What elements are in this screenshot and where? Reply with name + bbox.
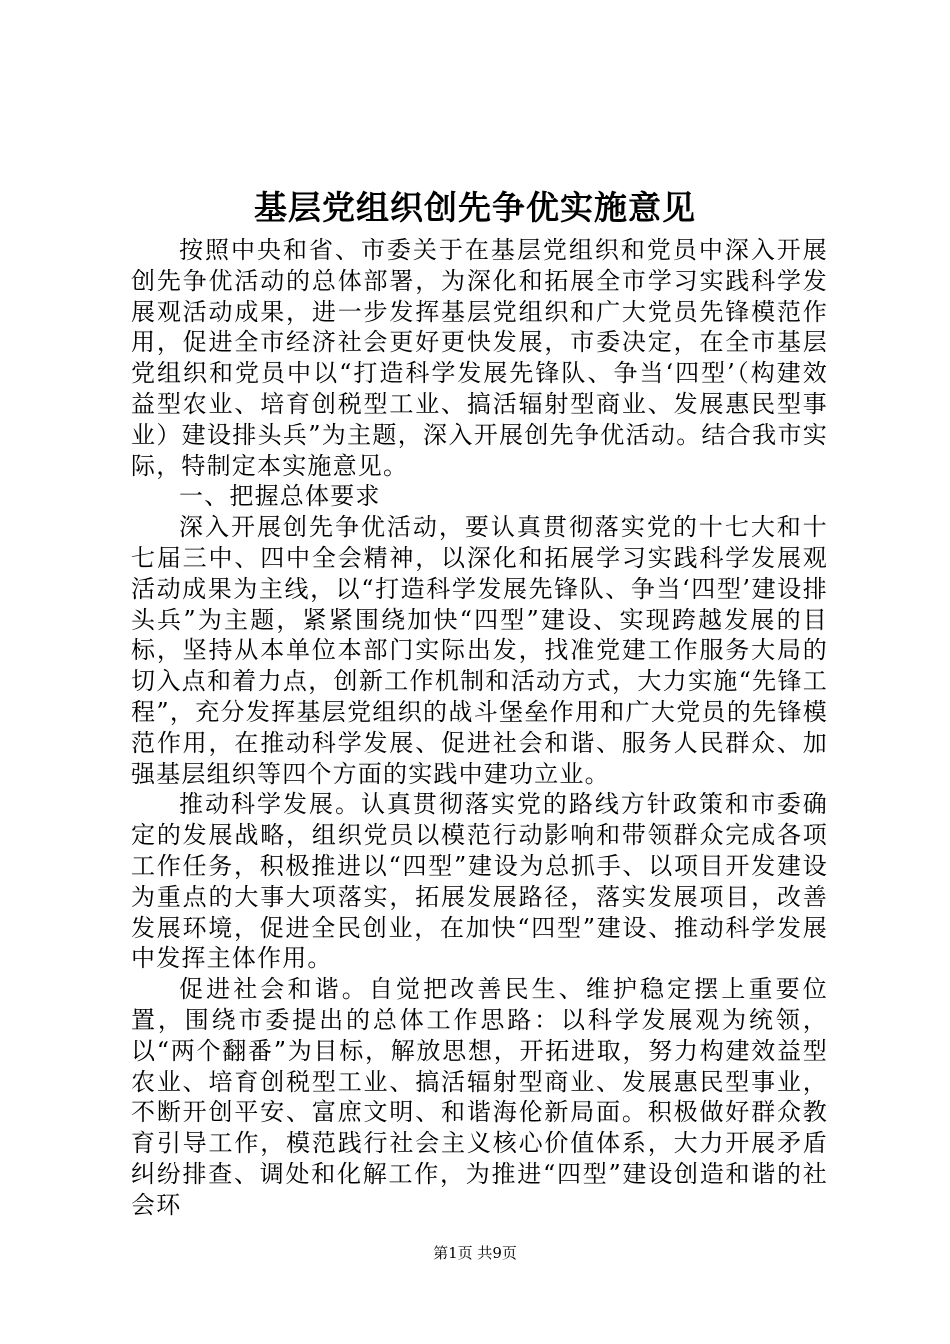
paragraph-overall-requirements: 深入开展创先争优活动，要认真贯彻落实党的十七大和十七届三中、四中全会精神，以深化和拓展学习实践科学发展观活动成果为主线，以“打造科学发展先锋队、争当‘四型’建设排头兵”为主题，紧紧围绕加快“四型”建设、实现跨越发展的目标，坚持从本单位本部门实际出发，找准党建工作服务大局的切入点和着力点，创新工作机制和活动方式，大力实施“先锋工程”，充分发挥基层党组织的战斗堡垒作用和广大党员的先锋模范作用，在推动科学发展、促进社会和谐、服务人民群众、加强基层组织等四个方面的实践中建功立业。 [131,513,828,788]
section-heading: 一、把握总体要求 [179,482,381,511]
document-body [131,235,828,1221]
document-title: 基层党组织创先争优实施意见 [254,188,696,227]
paragraph-intro: 按照中央和省、市委关于在基层党组织和党员中深入开展创先争优活动的总体部署，为深化和拓展全市学习实践科学发展观活动成果，进一步发挥基层党组织和广大党员先锋模范作用，促进全市经济社会更好更快发展，市委决定，在全市基层党组织和党员中以“打造科学发展先锋队、争当‘四型’（构建效益型农业、培育创税型工业、搞活辐射型商业、发展惠民型事业）建设排头兵”为主题，深入开展创先争优活动。结合我市实际，特制定本实施意见。 [131,236,828,480]
paragraph-promote-development: 推动科学发展。认真贯彻落实党的路线方针政策和市委确定的发展战略，组织党员以模范行动影响和带领群众完成各项工作任务，积极推进以“四型”建设为总抓手、以项目开发建设为重点的大事大项落实，拓展发展路径，落实发展项目，改善发展环境，促进全民创业，在加快“四型”建设、推动科学发展中发挥主体作用。 [131,790,828,973]
paragraph-social-harmony: 促进社会和谐。自觉把改善民生、维护稳定摆上重要位置，围绕市委提出的总体工作思路：以科学发展观为统领，以“两个翻番”为目标，解放思想，开拓进取，努力构建效益型农业、培育创税型工业、搞活辐射型商业、发展惠民型事业，不断开创平安、富庶文明、和谐海伦新局面。积极做好群众教育引导工作，模范践行社会主义核心价值体系，大力开展矛盾纠纷排查、调处和化解工作，为推进“四型”建设创造和谐的社会环 [131,975,828,1219]
page-footer: 第1页 共9页 [433,1244,517,1262]
